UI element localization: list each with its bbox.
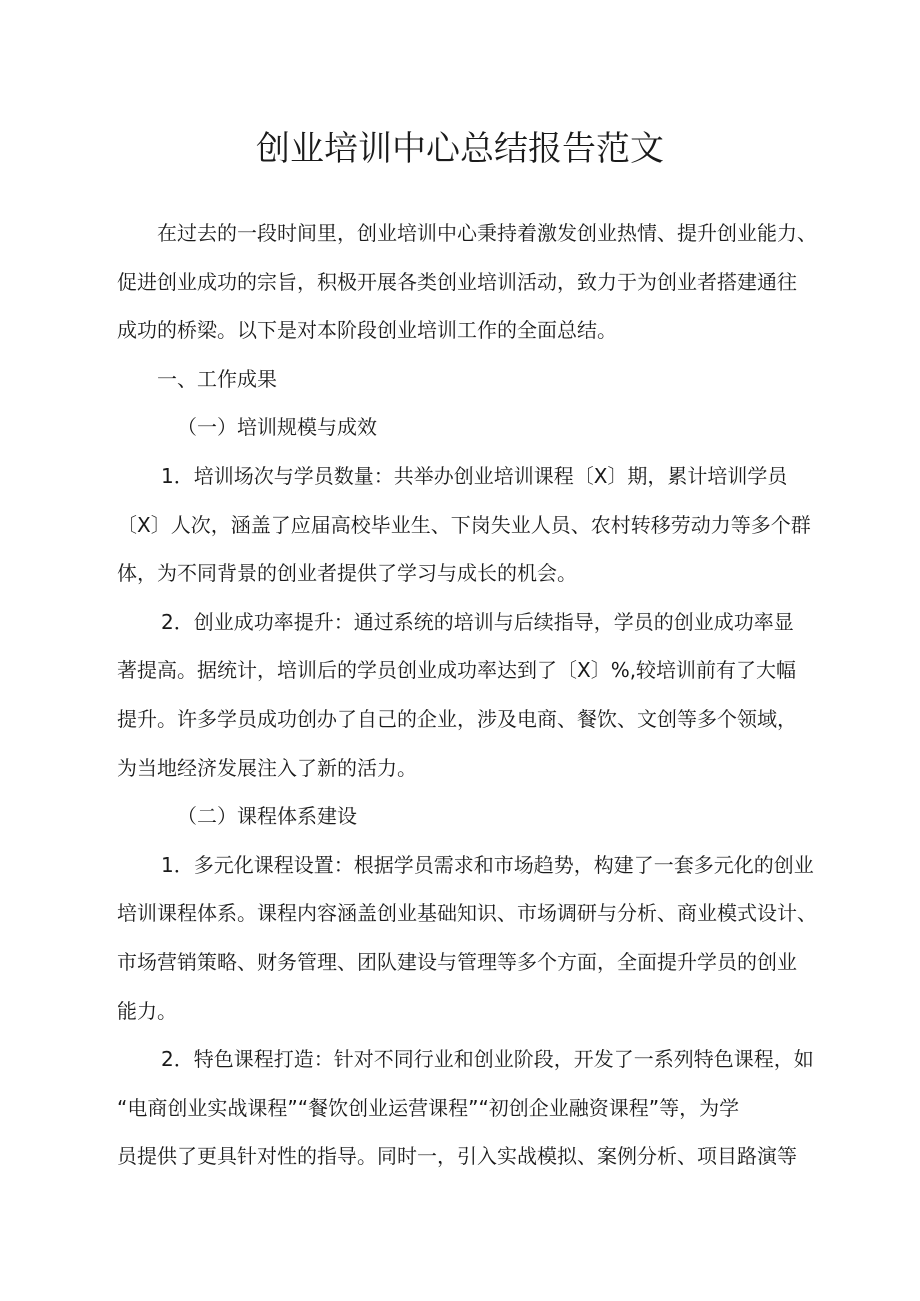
paragraph-line: 员提供了更具针对性的指导。同时一，引入实战模拟、案例分析、项目路演等: [117, 1144, 797, 1169]
paragraph-line: 为当地经济发展注入了新的活力。: [117, 755, 417, 780]
paragraph-line: 成功的桥梁。以下是对本阶段创业培训工作的全面总结。: [117, 318, 617, 343]
document-title: 创业培训中心总结报告范文: [256, 129, 664, 169]
paragraph-line: 2．特色课程打造：针对不同行业和创业阶段，开发了一系列特色课程，如: [161, 1047, 814, 1072]
paragraph-line: “电商创业实战课程”“餐饮创业运营课程”“初创企业融资课程”等，为学: [117, 1095, 740, 1120]
paragraph-line: 体，为不同背景的创业者提供了学习与成长的机会。: [117, 561, 577, 586]
subsection-heading: （一）培训规模与成效: [177, 415, 377, 440]
paragraph-line: 1．培训场次与学员数量：共举办创业培训课程〔X〕期，累计培训学员: [161, 463, 788, 488]
paragraph-line: 〔X〕人次，涵盖了应届高校毕业生、下岗失业人员、农村转移劳动力等多个群: [117, 512, 811, 537]
paragraph-line: 能力。: [117, 998, 177, 1023]
section-heading: 一、工作成果: [157, 366, 277, 391]
paragraph-line: 2．创业成功率提升：通过系统的培训与后续指导，学员的创业成功率显: [161, 609, 794, 634]
paragraph-line: 市场营销策略、财务管理、团队建设与管理等多个方面，全面提升学员的创业: [117, 949, 797, 974]
document-body: [117, 220, 817, 1192]
paragraph-line: 在过去的一段时间里，创业培训中心秉持着激发创业热情、提升创业能力、: [157, 221, 817, 245]
paragraph-line: 著提高。据统计，培训后的学员创业成功率达到了〔X〕%,较培训前有了大幅: [117, 658, 797, 683]
paragraph-line: 培训课程体系。课程内容涵盖创业基础知识、市场调研与分析、商业模式设计、: [117, 901, 817, 926]
paragraph-line: 1．多元化课程设置：根据学员需求和市场趋势，构建了一套多元化的创业: [161, 852, 814, 877]
paragraph-line: 促进创业成功的宗旨，积极开展各类创业培训活动，致力于为创业者搭建通往: [117, 269, 797, 294]
paragraph-line: 提升。许多学员成功创办了自己的企业，涉及电商、餐饮、文创等多个领域，: [117, 706, 797, 731]
subsection-heading: （二）课程体系建设: [177, 804, 357, 829]
